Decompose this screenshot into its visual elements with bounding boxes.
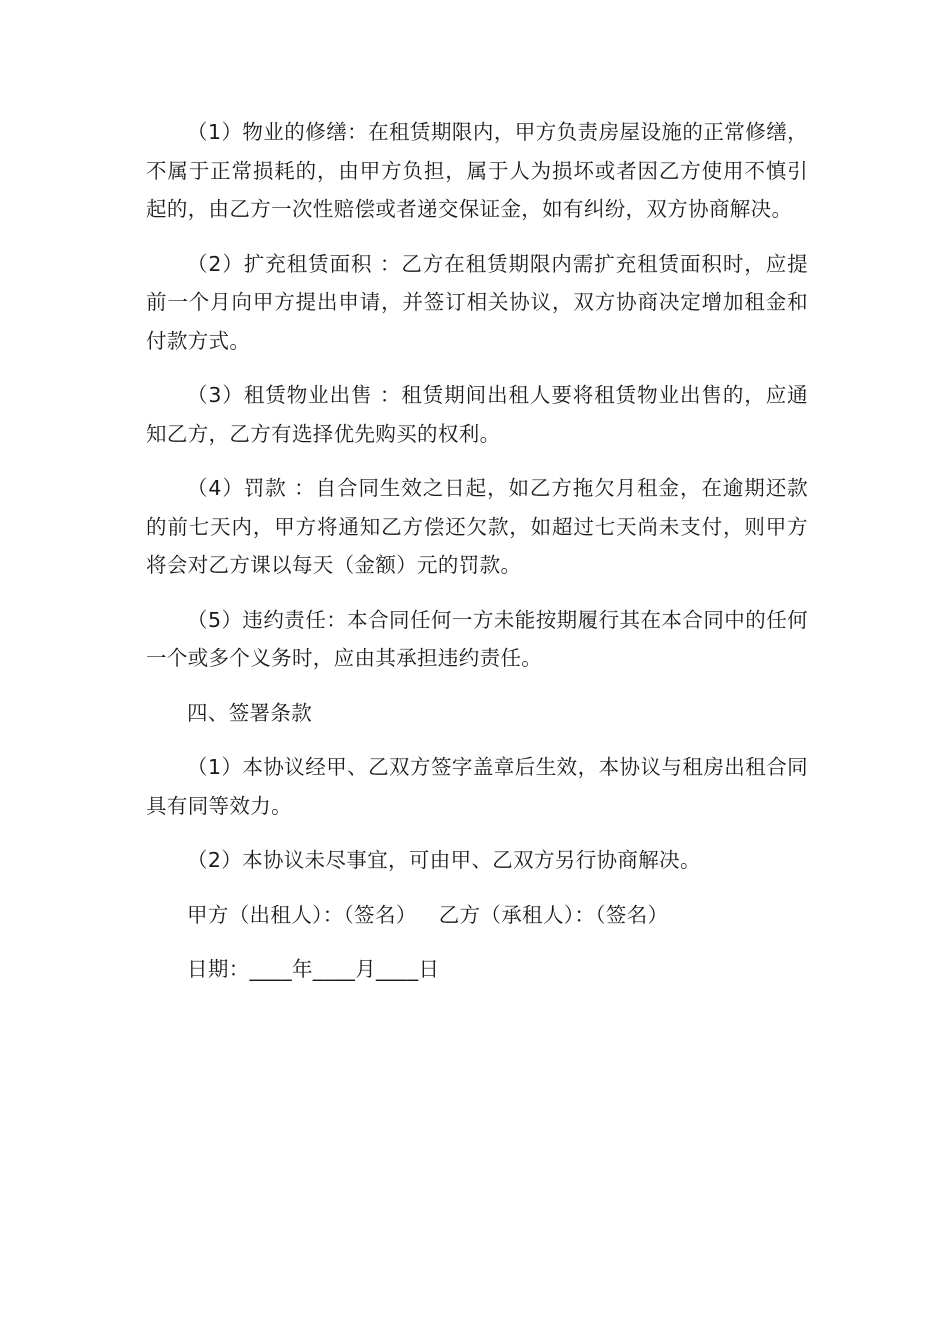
signature-line <box>146 896 808 935</box>
date-line: 日期：____年____月____日 <box>187 957 440 981</box>
clause-breach-liability: （5）违约责任：本合同任何一方未能按期履行其在本合同中的任何一个或多个义务时，应由其承担违约责任。 <box>146 607 808 670</box>
clause-property-sale: （3）租赁物业出售 ：租赁期间出租人要将租赁物业出售的，应通知乙方，乙方有选择优先购买的权利。 <box>146 383 808 446</box>
clause-property-repair: （1）物业的修缮：在租赁期限内，甲方负责房屋设施的正常修缮，不属于正常损耗的，由甲方负担，属于人为损坏或者因乙方使用不慎引起的，由乙方一次性赔偿或者递交保证金，如有纠纷，双方协商解决。 <box>146 120 808 221</box>
sign-clause-effect: （1）本协议经甲、乙双方签字盖章后生效，本协议与租房出租合同具有同等效力。 <box>146 755 808 818</box>
clause-expand-area: （2）扩充租赁面积 ：乙方在租赁期限内需扩充租赁面积时，应提前一个月向甲方提出申请，并签订相关协议，双方协商决定增加租金和付款方式。 <box>146 251 808 353</box>
document-body <box>146 113 808 1005</box>
clause-penalty: （4）罚款 ：自合同生效之日起，如乙方拖欠月租金，在逾期还款的前七天内，甲方将通知乙方偿还欠款，如超过七天尚未支付，则甲方将会对乙方课以每天（金额）元的罚款。 <box>146 476 808 577</box>
party-a-signature: 甲方（出租人）：（签名） <box>187 902 417 927</box>
party-b-signature: 乙方（承租人）：（签名） <box>438 902 669 927</box>
sign-clause-unresolved: （2）本协议未尽事宜，可由甲、乙双方另行协商解决。 <box>187 848 701 872</box>
section-heading: 四、签署条款 <box>187 700 313 725</box>
